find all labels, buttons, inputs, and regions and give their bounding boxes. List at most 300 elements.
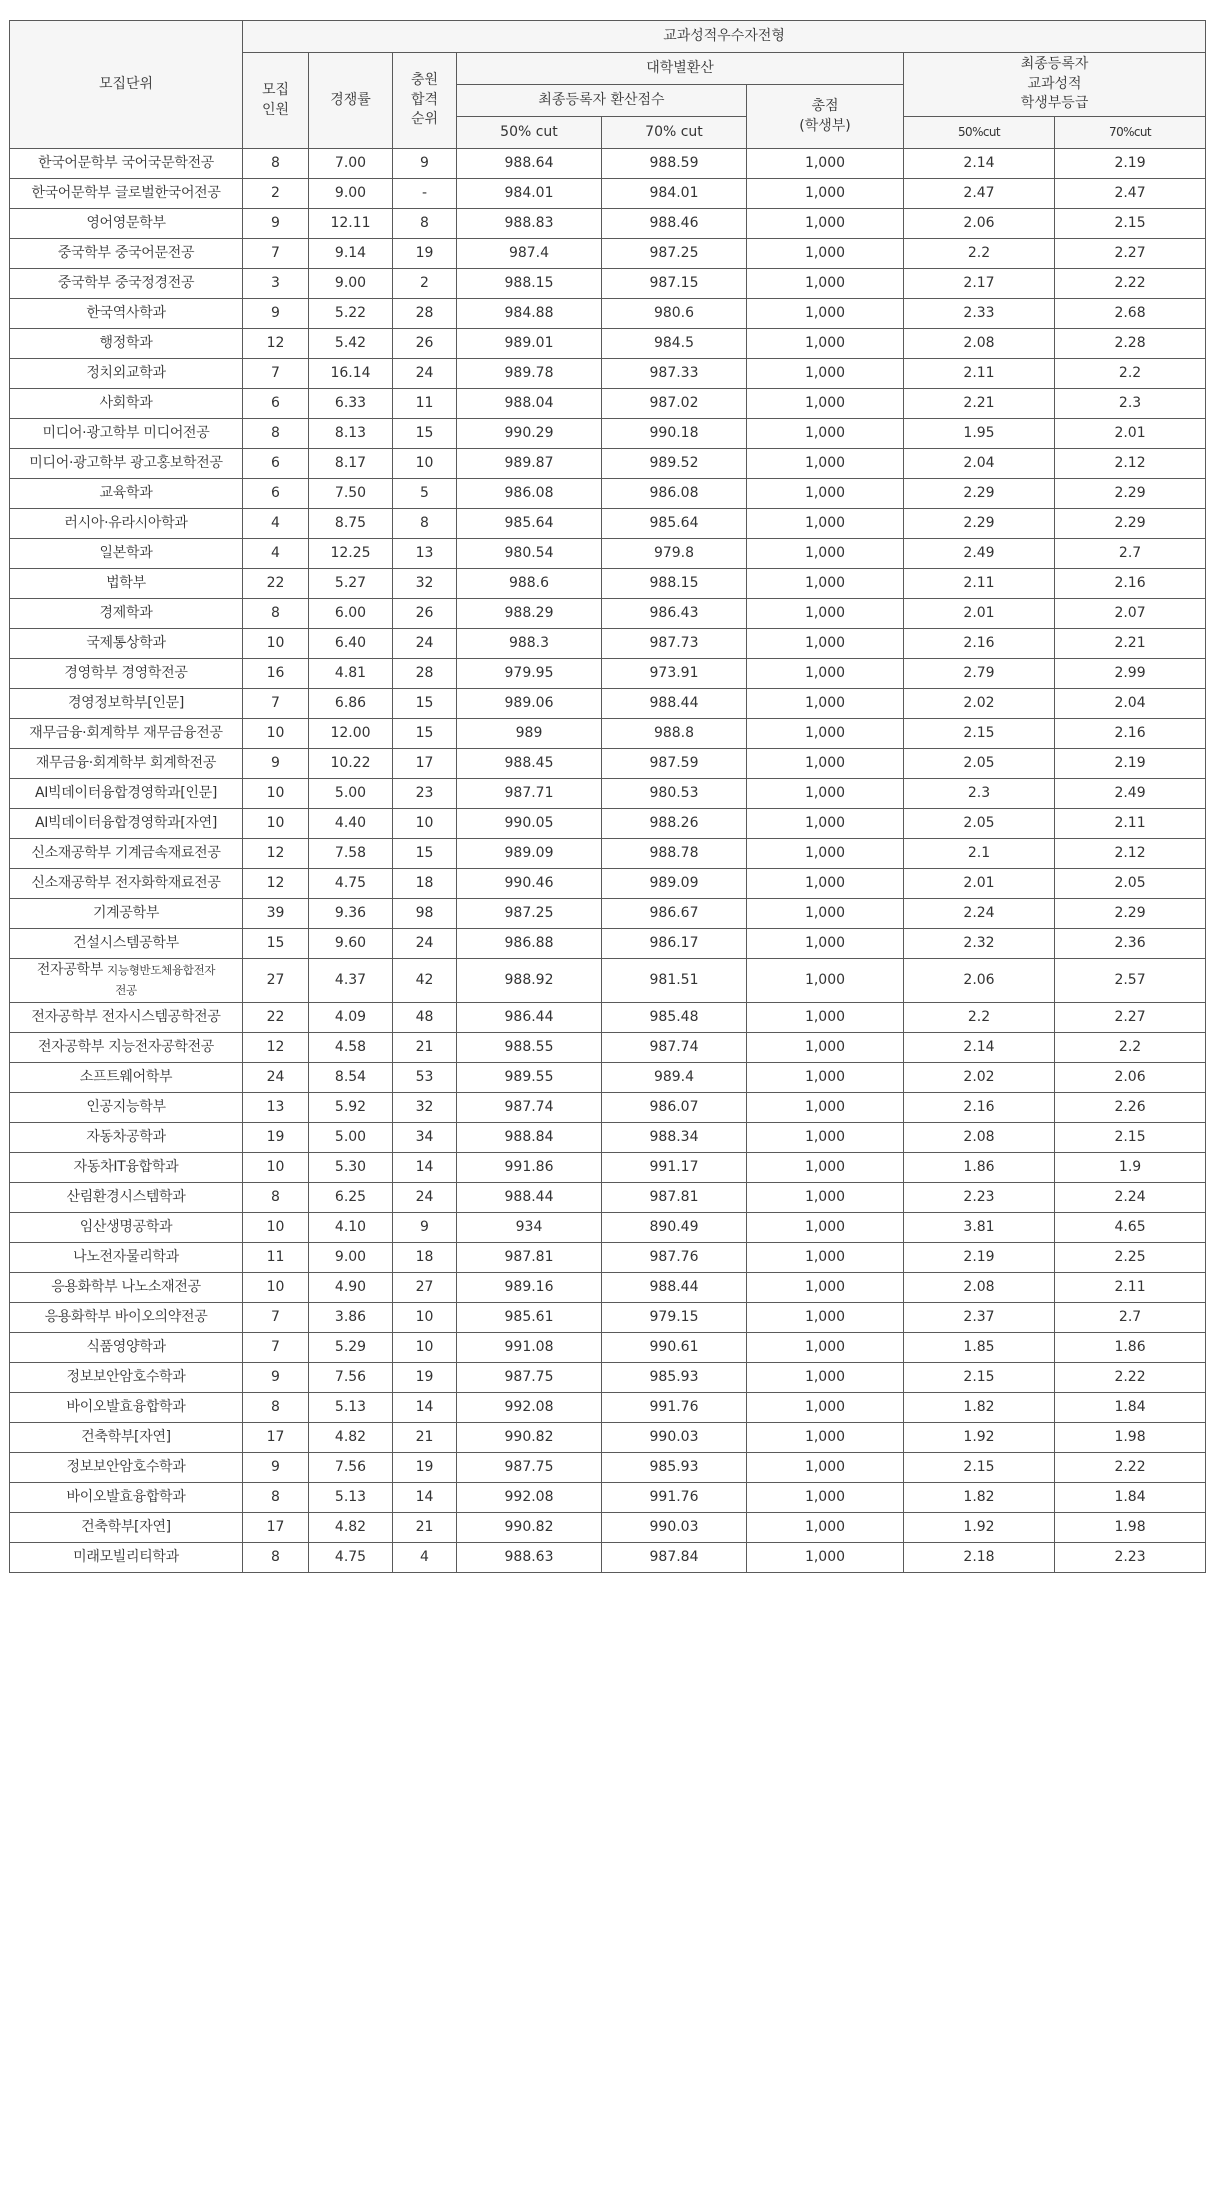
score-cut50-cell: 990.82	[457, 1513, 602, 1543]
table-row	[10, 749, 1206, 779]
score-cut70-cell: 990.03	[602, 1513, 747, 1543]
quota-cell: 15	[243, 929, 309, 959]
waitlist-rank-cell: 17	[393, 749, 457, 779]
competition-rate-cell: 9.00	[309, 269, 393, 299]
competition-rate-cell: 5.00	[309, 779, 393, 809]
unit-cell	[10, 959, 243, 1003]
score-cut50-cell: 986.44	[457, 1003, 602, 1033]
header-univ-conversion: 대학별환산	[457, 53, 904, 85]
unit-cell: 건축학부[자연]	[10, 1423, 243, 1453]
competition-rate-cell: 4.75	[309, 869, 393, 899]
score-cut50-cell: 990.29	[457, 419, 602, 449]
competition-rate-cell: 6.86	[309, 689, 393, 719]
grade-cut50-cell: 2.01	[904, 869, 1055, 899]
score-cut70-cell: 979.8	[602, 539, 747, 569]
waitlist-rank-cell: 13	[393, 539, 457, 569]
score-cut70-cell: 987.33	[602, 359, 747, 389]
grade-cut70-cell: 2.16	[1055, 569, 1206, 599]
unit-cell: 정보보안암호수학과	[10, 1453, 243, 1483]
unit-cell: 바이오발효융합학과	[10, 1483, 243, 1513]
table-row	[10, 1123, 1206, 1153]
table-row	[10, 1393, 1206, 1423]
waitlist-rank-cell: 15	[393, 839, 457, 869]
quota-cell: 7	[243, 359, 309, 389]
competition-rate-cell: 4.37	[309, 959, 393, 1003]
grade-cut70-cell: 2.01	[1055, 419, 1206, 449]
table-row	[10, 419, 1206, 449]
unit-cell: 식품영양학과	[10, 1333, 243, 1363]
table-row	[10, 659, 1206, 689]
table-row	[10, 1453, 1206, 1483]
grade-cut70-cell: 2.28	[1055, 329, 1206, 359]
quota-cell: 16	[243, 659, 309, 689]
score-cut50-cell: 989	[457, 719, 602, 749]
quota-cell: 17	[243, 1423, 309, 1453]
competition-rate-cell: 8.54	[309, 1063, 393, 1093]
grade-cut70-cell: 2.68	[1055, 299, 1206, 329]
unit-cell: 교육학과	[10, 479, 243, 509]
unit-name: 전자공학부	[36, 961, 103, 978]
unit-cell: 나노전자물리학과	[10, 1243, 243, 1273]
table-row	[10, 509, 1206, 539]
competition-rate-cell: 5.42	[309, 329, 393, 359]
waitlist-rank-cell: 27	[393, 1273, 457, 1303]
waitlist-rank-cell: 19	[393, 1453, 457, 1483]
score-cut50-cell: 987.25	[457, 899, 602, 929]
total-score-cell: 1,000	[747, 719, 904, 749]
grade-cut70-cell: 1.86	[1055, 1333, 1206, 1363]
unit-cell: 법학부	[10, 569, 243, 599]
score-cut50-cell: 987.75	[457, 1363, 602, 1393]
score-cut70-cell: 989.09	[602, 869, 747, 899]
competition-rate-cell: 4.75	[309, 1543, 393, 1573]
unit-cell: 소프트웨어학부	[10, 1063, 243, 1093]
score-cut70-cell: 990.03	[602, 1423, 747, 1453]
quota-cell: 10	[243, 1273, 309, 1303]
score-cut70-cell: 987.84	[602, 1543, 747, 1573]
total-score-cell: 1,000	[747, 1153, 904, 1183]
competition-rate-cell: 6.40	[309, 629, 393, 659]
total-score-cell: 1,000	[747, 359, 904, 389]
score-cut50-cell: 988.45	[457, 749, 602, 779]
quota-cell: 8	[243, 419, 309, 449]
total-score-cell: 1,000	[747, 1543, 904, 1573]
waitlist-rank-cell: 9	[393, 1213, 457, 1243]
score-cut50-cell: 989.87	[457, 449, 602, 479]
quota-cell: 9	[243, 749, 309, 779]
grade-cut50-cell: 2.18	[904, 1543, 1055, 1573]
table-row	[10, 1333, 1206, 1363]
table-row	[10, 539, 1206, 569]
grade-cut70-cell: 2.11	[1055, 809, 1206, 839]
waitlist-rank-cell: 48	[393, 1003, 457, 1033]
competition-rate-cell: 6.33	[309, 389, 393, 419]
waitlist-rank-cell: 15	[393, 419, 457, 449]
quota-cell: 2	[243, 179, 309, 209]
total-score-cell: 1,000	[747, 749, 904, 779]
unit-cell: AI빅데이터융합경영학과[인문]	[10, 779, 243, 809]
competition-rate-cell: 8.17	[309, 449, 393, 479]
total-score-cell: 1,000	[747, 1513, 904, 1543]
total-score-cell: 1,000	[747, 1273, 904, 1303]
competition-rate-cell: 10.22	[309, 749, 393, 779]
competition-rate-cell: 4.90	[309, 1273, 393, 1303]
table-row	[10, 1423, 1206, 1453]
header-total-score	[747, 85, 904, 149]
score-cut70-cell: 980.6	[602, 299, 747, 329]
score-cut50-cell: 987.75	[457, 1453, 602, 1483]
table-row	[10, 1003, 1206, 1033]
score-cut50-cell: 991.86	[457, 1153, 602, 1183]
grade-cut70-cell: 1.84	[1055, 1483, 1206, 1513]
header-waitlist	[393, 53, 457, 149]
score-cut70-cell: 986.07	[602, 1093, 747, 1123]
competition-rate-cell: 5.22	[309, 299, 393, 329]
total-score-cell: 1,000	[747, 509, 904, 539]
score-cut50-cell: 987.71	[457, 779, 602, 809]
waitlist-rank-cell: 24	[393, 1183, 457, 1213]
waitlist-rank-cell: 19	[393, 1363, 457, 1393]
waitlist-rank-cell: 10	[393, 449, 457, 479]
competition-rate-cell: 12.00	[309, 719, 393, 749]
grade-cut50-cell: 2.33	[904, 299, 1055, 329]
score-cut50-cell: 980.54	[457, 539, 602, 569]
total-score-cell: 1,000	[747, 689, 904, 719]
grade-cut50-cell: 2.49	[904, 539, 1055, 569]
competition-rate-cell: 7.56	[309, 1363, 393, 1393]
grade-cut50-cell: 2.37	[904, 1303, 1055, 1333]
grade-cut70-cell: 2.22	[1055, 1363, 1206, 1393]
total-score-cell: 1,000	[747, 179, 904, 209]
grade-cut70-cell: 2.27	[1055, 239, 1206, 269]
grade-cut70-cell: 2.3	[1055, 389, 1206, 419]
table-row	[10, 869, 1206, 899]
waitlist-rank-cell: 53	[393, 1063, 457, 1093]
table-row	[10, 599, 1206, 629]
score-cut70-cell: 986.43	[602, 599, 747, 629]
score-cut70-cell: 985.48	[602, 1003, 747, 1033]
grade-cut70-cell: 2.23	[1055, 1543, 1206, 1573]
grade-cut50-cell: 2.32	[904, 929, 1055, 959]
grade-cut70-cell: 2.16	[1055, 719, 1206, 749]
score-cut70-cell: 984.01	[602, 179, 747, 209]
unit-cell: 정보보안암호수학과	[10, 1363, 243, 1393]
waitlist-rank-cell: 42	[393, 959, 457, 1003]
grade-cut50-cell: 2.14	[904, 149, 1055, 179]
grade-cut70-cell: 2.25	[1055, 1243, 1206, 1273]
score-cut50-cell: 989.09	[457, 839, 602, 869]
grade-cut50-cell: 2.08	[904, 1123, 1055, 1153]
score-cut70-cell: 989.52	[602, 449, 747, 479]
grade-cut50-cell: 2.15	[904, 1453, 1055, 1483]
grade-cut70-cell: 2.05	[1055, 869, 1206, 899]
quota-cell: 7	[243, 689, 309, 719]
grade-cut70-cell: 2.21	[1055, 629, 1206, 659]
unit-cell: 경영학부 경영학전공	[10, 659, 243, 689]
quota-cell: 22	[243, 569, 309, 599]
score-cut50-cell: 988.6	[457, 569, 602, 599]
grade-cut70-cell: 2.15	[1055, 1123, 1206, 1153]
total-score-cell: 1,000	[747, 539, 904, 569]
header-competition: 경쟁률	[309, 53, 393, 149]
waitlist-rank-cell: 9	[393, 149, 457, 179]
unit-cell: 미디어·광고학부 광고홍보학전공	[10, 449, 243, 479]
score-cut50-cell: 987.4	[457, 239, 602, 269]
grade-cut50-cell: 2.14	[904, 1033, 1055, 1063]
quota-cell: 10	[243, 1213, 309, 1243]
grade-cut50-cell: 2.16	[904, 629, 1055, 659]
table-row	[10, 719, 1206, 749]
quota-cell: 8	[243, 1483, 309, 1513]
unit-cell: 전자공학부 전자시스템공학전공	[10, 1003, 243, 1033]
quota-cell: 7	[243, 239, 309, 269]
table-header	[10, 21, 1206, 149]
grade-cut70-cell: 2.2	[1055, 1033, 1206, 1063]
table-row	[10, 149, 1206, 179]
score-cut50-cell: 987.74	[457, 1093, 602, 1123]
header-admission-type: 교과성적우수자전형	[243, 21, 1206, 53]
quota-cell: 39	[243, 899, 309, 929]
unit-cell: 재무금융·회계학부 회계학전공	[10, 749, 243, 779]
quota-cell: 10	[243, 809, 309, 839]
grade-cut50-cell: 2.02	[904, 1063, 1055, 1093]
waitlist-rank-cell: 24	[393, 629, 457, 659]
score-cut50-cell: 985.64	[457, 509, 602, 539]
total-score-cell: 1,000	[747, 929, 904, 959]
competition-rate-cell: 4.82	[309, 1423, 393, 1453]
total-score-cell: 1,000	[747, 1333, 904, 1363]
grade-cut50-cell: 2.08	[904, 329, 1055, 359]
table-row	[10, 899, 1206, 929]
quota-cell: 10	[243, 629, 309, 659]
competition-rate-cell: 6.25	[309, 1183, 393, 1213]
total-score-cell: 1,000	[747, 899, 904, 929]
quota-cell: 8	[243, 599, 309, 629]
score-cut70-cell: 890.49	[602, 1213, 747, 1243]
grade-cut50-cell: 2.19	[904, 1243, 1055, 1273]
unit-detail: 지능형반도체융합전자	[107, 962, 216, 977]
quota-cell: 22	[243, 1003, 309, 1033]
table-row	[10, 1543, 1206, 1573]
unit-cell: 영어영문학부	[10, 209, 243, 239]
score-cut50-cell: 989.78	[457, 359, 602, 389]
competition-rate-cell: 8.75	[309, 509, 393, 539]
score-cut50-cell: 985.61	[457, 1303, 602, 1333]
quota-cell: 8	[243, 1183, 309, 1213]
unit-cell: 신소재공학부 기계금속재료전공	[10, 839, 243, 869]
grade-cut50-cell: 2.15	[904, 719, 1055, 749]
total-score-cell: 1,000	[747, 569, 904, 599]
total-score-cell: 1,000	[747, 1453, 904, 1483]
score-cut70-cell: 986.17	[602, 929, 747, 959]
quota-cell: 12	[243, 869, 309, 899]
quota-cell: 9	[243, 209, 309, 239]
grade-cut50-cell: 1.85	[904, 1333, 1055, 1363]
table-row	[10, 269, 1206, 299]
unit-cell: 국제통상학과	[10, 629, 243, 659]
competition-rate-cell: 9.00	[309, 1243, 393, 1273]
grade-cut50-cell: 2.3	[904, 779, 1055, 809]
grade-cut50-cell: 2.11	[904, 569, 1055, 599]
score-cut70-cell: 981.51	[602, 959, 747, 1003]
score-cut70-cell: 989.4	[602, 1063, 747, 1093]
competition-rate-cell: 4.82	[309, 1513, 393, 1543]
quota-cell: 24	[243, 1063, 309, 1093]
total-score-cell: 1,000	[747, 389, 904, 419]
score-cut50-cell: 979.95	[457, 659, 602, 689]
score-cut70-cell: 987.74	[602, 1033, 747, 1063]
table-row	[10, 809, 1206, 839]
score-cut50-cell: 988.84	[457, 1123, 602, 1153]
waitlist-rank-cell: 14	[393, 1483, 457, 1513]
quota-cell: 8	[243, 1393, 309, 1423]
unit-cell: 응용화학부 나노소재전공	[10, 1273, 243, 1303]
competition-rate-cell: 7.56	[309, 1453, 393, 1483]
header-final-grade-label: 최종등록자 교과성적 학생부등급	[1020, 56, 1089, 112]
grade-cut70-cell: 2.22	[1055, 1453, 1206, 1483]
waitlist-rank-cell: 28	[393, 659, 457, 689]
quota-cell: 3	[243, 269, 309, 299]
total-score-cell: 1,000	[747, 1393, 904, 1423]
table-row	[10, 1213, 1206, 1243]
total-score-cell: 1,000	[747, 329, 904, 359]
header-unit: 모집단위	[10, 21, 243, 149]
table-row	[10, 359, 1206, 389]
quota-cell: 7	[243, 1303, 309, 1333]
competition-rate-cell: 7.50	[309, 479, 393, 509]
score-cut70-cell: 988.15	[602, 569, 747, 599]
score-cut70-cell: 986.08	[602, 479, 747, 509]
score-cut70-cell: 985.93	[602, 1363, 747, 1393]
grade-cut70-cell: 1.9	[1055, 1153, 1206, 1183]
score-cut50-cell: 988.29	[457, 599, 602, 629]
table-row	[10, 209, 1206, 239]
competition-rate-cell: 5.13	[309, 1483, 393, 1513]
score-cut50-cell: 988.63	[457, 1543, 602, 1573]
table-row	[10, 1093, 1206, 1123]
waitlist-rank-cell: 14	[393, 1393, 457, 1423]
score-cut70-cell: 986.67	[602, 899, 747, 929]
waitlist-rank-cell: 34	[393, 1123, 457, 1153]
quota-cell: 8	[243, 1543, 309, 1573]
grade-cut70-cell: 2.19	[1055, 749, 1206, 779]
score-cut70-cell: 987.02	[602, 389, 747, 419]
waitlist-rank-cell: 26	[393, 329, 457, 359]
total-score-cell: 1,000	[747, 449, 904, 479]
score-cut70-cell: 987.81	[602, 1183, 747, 1213]
unit-cell: 러시아·유라시아학과	[10, 509, 243, 539]
grade-cut50-cell: 2.06	[904, 959, 1055, 1003]
table-row	[10, 629, 1206, 659]
header-final-grade	[904, 53, 1206, 117]
total-score-cell: 1,000	[747, 1093, 904, 1123]
table-row	[10, 1483, 1206, 1513]
total-score-cell: 1,000	[747, 1363, 904, 1393]
grade-cut50-cell: 2.29	[904, 479, 1055, 509]
waitlist-rank-cell: 26	[393, 599, 457, 629]
grade-cut70-cell: 2.27	[1055, 1003, 1206, 1033]
competition-rate-cell: 5.30	[309, 1153, 393, 1183]
grade-cut50-cell: 2.47	[904, 179, 1055, 209]
competition-rate-cell: 9.60	[309, 929, 393, 959]
score-cut50-cell: 991.08	[457, 1333, 602, 1363]
grade-cut70-cell: 2.12	[1055, 449, 1206, 479]
score-cut50-cell: 990.46	[457, 869, 602, 899]
competition-rate-cell: 5.27	[309, 569, 393, 599]
competition-rate-cell: 7.00	[309, 149, 393, 179]
quota-cell: 12	[243, 839, 309, 869]
grade-cut70-cell: 2.19	[1055, 149, 1206, 179]
unit-cell: 행정학과	[10, 329, 243, 359]
score-cut50-cell: 989.16	[457, 1273, 602, 1303]
grade-cut50-cell: 2.08	[904, 1273, 1055, 1303]
score-cut70-cell: 987.76	[602, 1243, 747, 1273]
competition-rate-cell: 9.00	[309, 179, 393, 209]
score-cut50-cell: 988.55	[457, 1033, 602, 1063]
table-row	[10, 449, 1206, 479]
total-score-cell: 1,000	[747, 1303, 904, 1333]
unit-cell: 한국어문학부 글로벌한국어전공	[10, 179, 243, 209]
competition-rate-cell: 12.25	[309, 539, 393, 569]
score-cut50-cell: 988.44	[457, 1183, 602, 1213]
unit-cell: 경제학과	[10, 599, 243, 629]
grade-cut70-cell: 2.99	[1055, 659, 1206, 689]
table-row	[10, 1183, 1206, 1213]
waitlist-rank-cell: 24	[393, 359, 457, 389]
competition-rate-cell: 9.14	[309, 239, 393, 269]
header-conv-cut70: 70% cut	[602, 117, 747, 149]
table-row	[10, 1273, 1206, 1303]
competition-rate-cell: 9.36	[309, 899, 393, 929]
unit-cell: 자동차공학과	[10, 1123, 243, 1153]
competition-rate-cell: 4.40	[309, 809, 393, 839]
score-cut50-cell: 988.92	[457, 959, 602, 1003]
table-row	[10, 1303, 1206, 1333]
competition-rate-cell: 3.86	[309, 1303, 393, 1333]
score-cut70-cell: 984.5	[602, 329, 747, 359]
quota-cell: 4	[243, 539, 309, 569]
unit-cell: AI빅데이터융합경영학과[자연]	[10, 809, 243, 839]
score-cut50-cell: 988.15	[457, 269, 602, 299]
table-row	[10, 959, 1206, 1003]
waitlist-rank-cell: 2	[393, 269, 457, 299]
score-cut70-cell: 988.78	[602, 839, 747, 869]
quota-cell: 13	[243, 1093, 309, 1123]
total-score-cell: 1,000	[747, 1243, 904, 1273]
table-row	[10, 779, 1206, 809]
grade-cut50-cell: 2.04	[904, 449, 1055, 479]
grade-cut70-cell: 2.29	[1055, 509, 1206, 539]
unit-cell: 건설시스템공학부	[10, 929, 243, 959]
grade-cut50-cell: 2.21	[904, 389, 1055, 419]
unit-cell: 신소재공학부 전자화학재료전공	[10, 869, 243, 899]
competition-rate-cell: 4.10	[309, 1213, 393, 1243]
total-score-cell: 1,000	[747, 629, 904, 659]
grade-cut50-cell: 3.81	[904, 1213, 1055, 1243]
grade-cut70-cell: 2.11	[1055, 1273, 1206, 1303]
waitlist-rank-cell: 21	[393, 1033, 457, 1063]
total-score-cell: 1,000	[747, 299, 904, 329]
competition-rate-cell: 7.58	[309, 839, 393, 869]
total-score-cell: 1,000	[747, 659, 904, 689]
total-score-cell: 1,000	[747, 869, 904, 899]
quota-cell: 11	[243, 1243, 309, 1273]
waitlist-rank-cell: 10	[393, 1333, 457, 1363]
unit-cell: 건축학부[자연]	[10, 1513, 243, 1543]
score-cut70-cell: 988.44	[602, 689, 747, 719]
unit-cell: 경영정보학부[인문]	[10, 689, 243, 719]
table-row	[10, 299, 1206, 329]
